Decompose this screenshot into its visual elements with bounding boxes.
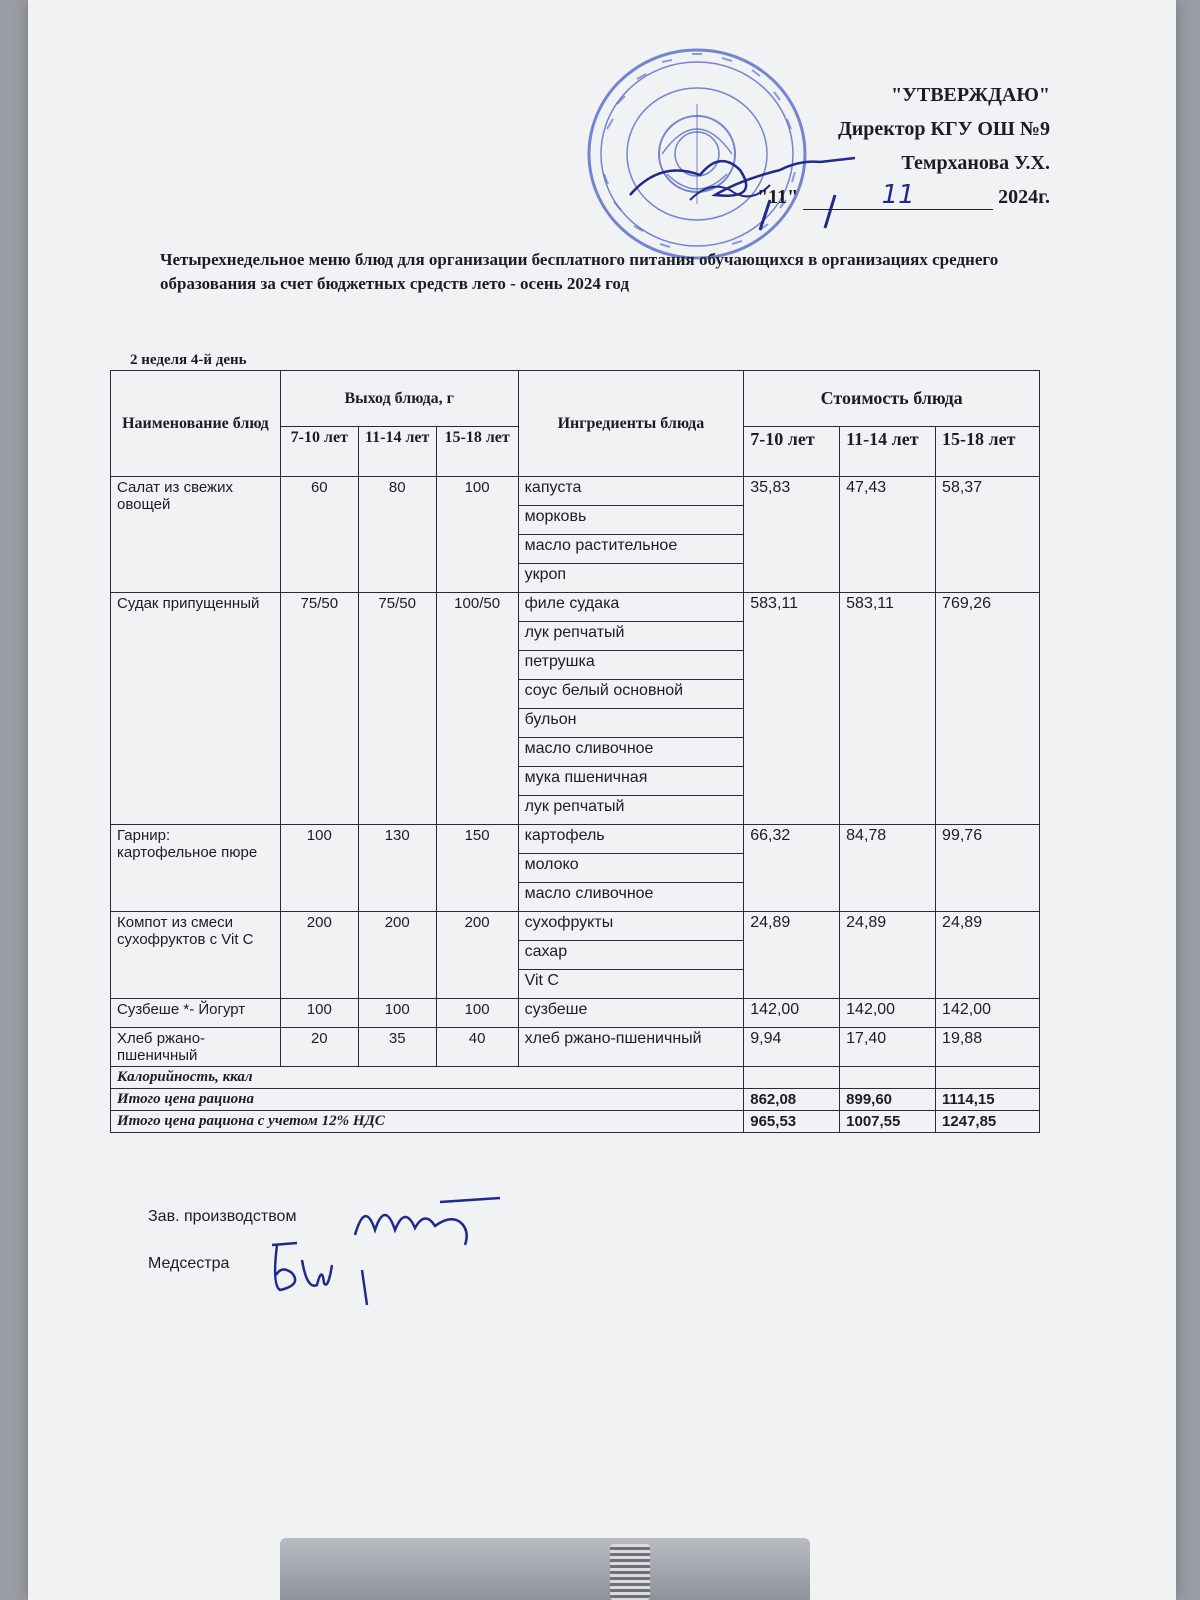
bread-yield-7-10: 20	[280, 1028, 358, 1067]
date-day: "11"	[757, 186, 799, 208]
ingredient-cell: хлеб ржано-пшеничный	[518, 1028, 744, 1067]
ingredient-cell: мука пшеничная	[518, 767, 744, 796]
ingredient-cell: петрушка	[518, 651, 744, 680]
nurse-label: Медсестра	[148, 1255, 230, 1272]
pike-perch-price-11-14: 583,11	[840, 593, 936, 825]
ingredient-cell: сахар	[518, 941, 744, 970]
date-month-line	[803, 180, 993, 210]
total-price-vat-row-value: 965,53	[744, 1111, 840, 1133]
pike-perch-yield-7-10: 75/50	[280, 593, 358, 825]
salad-yield-7-10: 60	[280, 477, 358, 593]
director-position: Директор КГУ ОШ №9	[837, 118, 1050, 140]
ingredient-cell: лук репчатый	[518, 796, 744, 825]
approval-date	[757, 180, 1050, 214]
date-month: 11	[881, 180, 915, 210]
total-price-row-value: 862,08	[744, 1089, 840, 1111]
compote-price-7-10: 24,89	[744, 912, 840, 999]
table-row	[111, 999, 1040, 1028]
ingredient-cell: сухофрукты	[518, 912, 744, 941]
total-price-vat-row-label: Итого цена рациона с учетом 12% НДС	[111, 1111, 744, 1133]
salad-yield-15-18: 100	[436, 477, 518, 593]
salad-dish-name: Салат из свежих овощей	[111, 477, 281, 593]
compote-price-11-14: 24,89	[840, 912, 936, 999]
calories-row	[111, 1067, 1040, 1089]
approval-block	[757, 78, 1050, 214]
ingredient-cell: филе судака	[518, 593, 744, 622]
bread-dish-name: Хлеб ржано-пшеничный	[111, 1028, 281, 1067]
suzbeshe-yield-7-10: 100	[280, 999, 358, 1028]
compote-yield-11-14: 200	[358, 912, 436, 999]
ingredient-cell: лук репчатый	[518, 622, 744, 651]
calories-row-value	[840, 1067, 936, 1089]
ingredient-cell: бульон	[518, 709, 744, 738]
bread-price-15-18: 19,88	[936, 1028, 1040, 1067]
ingredient-cell: Vit C	[518, 970, 744, 999]
bread-yield-11-14: 35	[358, 1028, 436, 1067]
bread-price-11-14: 17,40	[840, 1028, 936, 1067]
suzbeshe-price-7-10: 142,00	[744, 999, 840, 1028]
mashed-potatoes-price-15-18: 99,76	[936, 825, 1040, 912]
calories-row-label: Калорийность, ккал	[111, 1067, 744, 1089]
suzbeshe-yield-11-14: 100	[358, 999, 436, 1028]
total-price-row-label: Итого цена рациона	[111, 1089, 744, 1111]
bread-price-7-10: 9,94	[744, 1028, 840, 1067]
mashed-potatoes-price-7-10: 66,32	[744, 825, 840, 912]
table-row	[111, 825, 1040, 854]
calories-row-value	[936, 1067, 1040, 1089]
document-title: Четырехнедельное меню блюд для организации бесплатного питания обучающихся в организациях среднего образования за счет бюджетных средств лето - осень 2024 год	[160, 250, 999, 293]
header-yield: Выход блюда, г	[280, 371, 518, 427]
table-row	[111, 1028, 1040, 1067]
clip-spring	[610, 1544, 650, 1600]
suzbeshe-price-15-18: 142,00	[936, 999, 1040, 1028]
header-ingredients: Ингредиенты блюда	[518, 371, 744, 477]
mashed-potatoes-yield-15-18: 150	[436, 825, 518, 912]
nurse-signature	[262, 1235, 392, 1310]
approval-heading: "УТВЕРЖДАЮ"	[891, 84, 1050, 106]
menu-table-body	[111, 477, 1040, 1133]
ingredient-cell: соус белый основной	[518, 680, 744, 709]
mashed-potatoes-yield-11-14: 130	[358, 825, 436, 912]
salad-price-7-10: 35,83	[744, 477, 840, 593]
ingredient-cell: сузбеше	[518, 999, 744, 1028]
bread-yield-15-18: 40	[436, 1028, 518, 1067]
total-price-row-value: 1114,15	[936, 1089, 1040, 1111]
header-yield-age-7-10: 7-10 лет	[280, 427, 358, 477]
header-cost-age-15-18: 15-18 лет	[936, 427, 1040, 477]
ingredient-cell: масло сливочное	[518, 738, 744, 767]
salad-price-15-18: 58,37	[936, 477, 1040, 593]
salad-yield-11-14: 80	[358, 477, 436, 593]
production-manager-label: Зав. производством	[148, 1208, 297, 1225]
ingredient-cell: масло растительное	[518, 535, 744, 564]
suzbeshe-yield-15-18: 100	[436, 999, 518, 1028]
compote-price-15-18: 24,89	[936, 912, 1040, 999]
pike-perch-dish-name: Судак припущенный	[111, 593, 281, 825]
total-price-row-value: 899,60	[840, 1089, 936, 1111]
mashed-potatoes-dish-name: Гарнир: картофельное пюре	[111, 825, 281, 912]
header-yield-age-15-18: 15-18 лет	[436, 427, 518, 477]
total-price-vat-row-value: 1007,55	[840, 1111, 936, 1133]
calories-row-value	[744, 1067, 840, 1089]
ingredient-cell: молоко	[518, 854, 744, 883]
mashed-potatoes-price-11-14: 84,78	[840, 825, 936, 912]
week-day-label: 2 неделя 4-й день	[130, 352, 247, 368]
pike-perch-price-15-18: 769,26	[936, 593, 1040, 825]
mashed-potatoes-yield-7-10: 100	[280, 825, 358, 912]
ingredient-cell: укроп	[518, 564, 744, 593]
clipboard-clip	[280, 1538, 810, 1600]
salad-price-11-14: 47,43	[840, 477, 936, 593]
compote-dish-name: Компот из смеси сухофруктов с Vit C	[111, 912, 281, 999]
ingredient-cell: картофель	[518, 825, 744, 854]
suzbeshe-dish-name: Сузбеше *- Йогурт	[111, 999, 281, 1028]
suzbeshe-price-11-14: 142,00	[840, 999, 936, 1028]
table-row	[111, 593, 1040, 622]
header-dish: Наименование блюд	[111, 371, 281, 477]
header-yield-age-11-14: 11-14 лет	[358, 427, 436, 477]
total-price-vat-row	[111, 1111, 1040, 1133]
table-row	[111, 477, 1040, 506]
total-price-vat-row-value: 1247,85	[936, 1111, 1040, 1133]
header-cost: Стоимость блюда	[744, 371, 1040, 427]
ingredient-cell: морковь	[518, 506, 744, 535]
header-cost-age-7-10: 7-10 лет	[744, 427, 840, 477]
total-price-row	[111, 1089, 1040, 1111]
date-year: 2024г.	[998, 186, 1050, 208]
director-name: Темрханова У.Х.	[901, 152, 1050, 174]
pike-perch-yield-15-18: 100/50	[436, 593, 518, 825]
compote-yield-15-18: 200	[436, 912, 518, 999]
header-cost-age-11-14: 11-14 лет	[840, 427, 936, 477]
pike-perch-price-7-10: 583,11	[744, 593, 840, 825]
pike-perch-yield-11-14: 75/50	[358, 593, 436, 825]
menu-table	[110, 370, 1040, 1133]
ingredient-cell: масло сливочное	[518, 883, 744, 912]
ingredient-cell: капуста	[518, 477, 744, 506]
table-row	[111, 912, 1040, 941]
compote-yield-7-10: 200	[280, 912, 358, 999]
